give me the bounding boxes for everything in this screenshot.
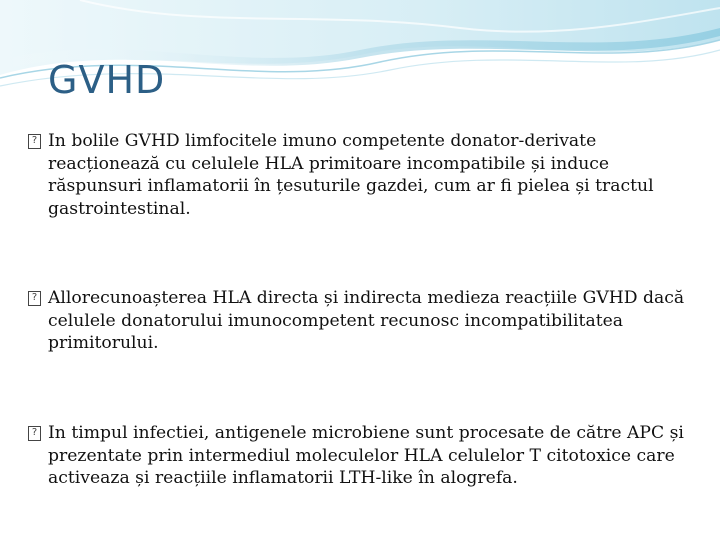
bullet-item [28,287,708,355]
bullet-marker-icon: ? [28,426,41,441]
bullet-text: Allorecunoașterea HLA directa și indirecta medieza reacțiile GVHD dacă celulele donatorului imunocompetent recunosc incompatibilitatea primitorului. [48,288,685,353]
bullet-text: In bolile GVHD limfocitele imuno competente donator-derivate reacționează cu celulele HLA primitoare incompatibile și induce răspunsuri inflamatorii în țesuturile gazdei, cum ar fi pielea și tractul gastrointestinal. [48,131,654,219]
bullet-marker-icon: ? [28,134,41,149]
bullet-list [28,130,688,488]
slide-title: GVHD [48,58,166,102]
bullet-item [28,130,688,220]
bullet-item [28,422,708,490]
bullet-text: In timpul infectiei, antigenele microbiene sunt procesate de către APC și prezentate prin intermediul moleculelor HLA celulelor T citotoxice care activeaza și reacțiile inflamatorii LTH-like în alogrefa. [48,423,684,488]
bullet-marker-icon: ? [28,291,41,306]
